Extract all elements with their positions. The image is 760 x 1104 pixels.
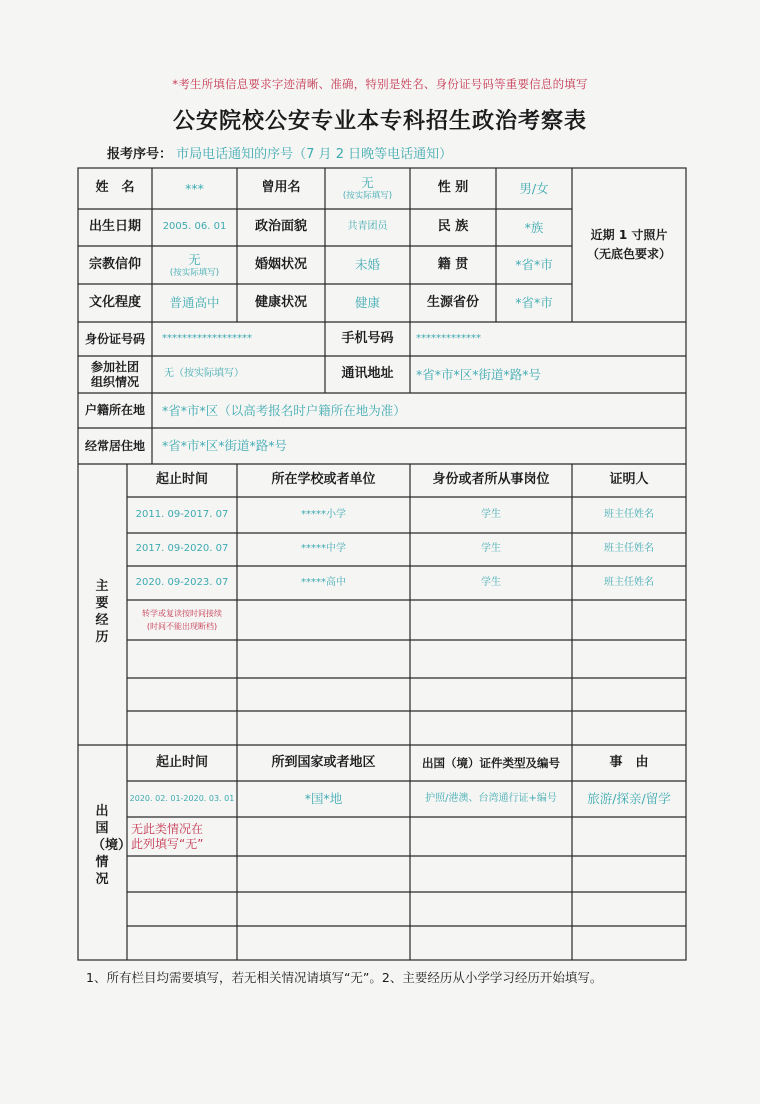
footer-instructions: 1、所有栏目均需要填写，若无相关情况请填写“无”。2、主要经历从小学学习经历开始填写。 <box>86 970 603 985</box>
gender-value[interactable]: 男/女 <box>519 180 549 196</box>
abroad-header-period: 起止时间 <box>155 754 208 770</box>
name-label: 姓 名 <box>95 180 135 196</box>
experience-section-label: 主要经历 <box>95 579 109 645</box>
exp-row-3-school[interactable]: *****高中 <box>301 576 346 588</box>
exp-row-2-role[interactable]: 学生 <box>481 543 501 555</box>
abroad-note-line-1: 无此类情况在 <box>131 821 204 836</box>
religion-label: 宗教信仰 <box>88 256 141 272</box>
exp-row-3-period[interactable]: 2020. 09-2023. 07 <box>135 576 229 588</box>
exp-header-role: 身份或者所从事岗位 <box>432 472 550 488</box>
exp-note-line-1: 转学或复读按时间接续 <box>142 608 222 618</box>
religion-cell[interactable] <box>152 246 237 284</box>
political-label: 政治面貌 <box>254 219 307 235</box>
exp-header-period: 起止时间 <box>155 472 208 488</box>
health-label: 健康状况 <box>254 294 307 310</box>
alias-hint: (按实际填写) <box>342 191 393 201</box>
exp-row-1-role[interactable]: 学生 <box>481 508 501 520</box>
hukou-value[interactable]: *省*市*区（以高考报名时户籍所在地为准） <box>162 402 406 418</box>
abroad-row-reason[interactable]: 旅游/探亲/留学 <box>587 791 671 807</box>
exp-header-witness: 证明人 <box>609 472 649 488</box>
native-value[interactable]: *省*市 <box>515 257 553 273</box>
marriage-value[interactable]: 未婚 <box>354 257 380 273</box>
exp-row-3-role[interactable]: 学生 <box>481 576 501 588</box>
exp-row-1-witness[interactable]: 班主任姓名 <box>604 508 654 520</box>
phone-value[interactable]: ************* <box>416 332 481 344</box>
serial-value: 市局电话通知的序号（7 月 2 日晚等电话通知） <box>176 147 453 162</box>
photo-label: 近期 1 寸照片 <box>590 228 668 242</box>
name-value[interactable]: *** <box>185 180 204 196</box>
alias-cell[interactable] <box>325 168 410 209</box>
exp-header-school: 所在学校或者单位 <box>271 472 376 488</box>
org-value[interactable]: 无（按实际填写） <box>164 368 244 380</box>
photo-box[interactable] <box>572 168 686 322</box>
page-title: 公安院校公安专业本专科招生政治考察表 <box>172 109 587 134</box>
exp-row-1-period[interactable]: 2011. 09-2017. 07 <box>135 508 229 520</box>
religion-hint: (按实际填写) <box>169 267 220 278</box>
political-value[interactable]: 共青团员 <box>347 221 388 233</box>
origin-label: 生源省份 <box>426 294 479 310</box>
abroad-header-reason: 事 由 <box>609 754 649 770</box>
abroad-none-note <box>131 817 235 856</box>
education-value[interactable]: 普通高中 <box>169 295 220 311</box>
abroad-header-region: 所到国家或者地区 <box>271 754 376 770</box>
exp-row-3-witness[interactable]: 班主任姓名 <box>604 576 654 588</box>
photo-requirement: （无底色要求） <box>586 247 671 261</box>
abroad-row-period[interactable]: 2020. 02. 01-2020. 03. 01 <box>129 794 235 803</box>
abroad-header-document: 出国（境）证件类型及编号 <box>422 755 560 770</box>
abroad-row-region[interactable]: *国*地 <box>304 791 343 807</box>
birth-value[interactable]: 2005. 06. 01 <box>162 221 227 233</box>
ethnic-value[interactable]: *族 <box>524 219 544 235</box>
religion-value: 无 <box>188 251 201 267</box>
address-label: 通讯地址 <box>341 366 394 382</box>
gender-label: 性 别 <box>437 180 469 196</box>
alias-value: 无 <box>361 175 374 191</box>
exp-continuity-note <box>127 600 237 640</box>
health-value[interactable]: 健康 <box>354 295 380 311</box>
org-label: 参加社团 组织情况 <box>90 359 139 389</box>
birth-label: 出生日期 <box>88 219 141 235</box>
exp-row-1-school[interactable]: *****小学 <box>301 508 346 520</box>
form-note: *考生所填信息要求字迹清晰、准确，特别是姓名、身份证号码等重要信息的填写 <box>172 77 588 91</box>
id-value[interactable]: ****************** <box>162 332 252 344</box>
serial-label: 报考序号： <box>107 147 173 162</box>
alias-label: 曾用名 <box>261 180 301 196</box>
exp-row-2-witness[interactable]: 班主任姓名 <box>604 543 654 555</box>
exp-note-line-2: (时间不能出现断档) <box>146 621 218 631</box>
education-label: 文化程度 <box>88 294 141 310</box>
residence-value[interactable]: *省*市*区*街道*路*号 <box>162 438 288 454</box>
hukou-label: 户籍所在地 <box>84 403 145 417</box>
id-label: 身份证号码 <box>84 331 145 346</box>
origin-value[interactable]: *省*市 <box>515 295 553 311</box>
address-value[interactable]: *省*市*区*街道*路*号 <box>416 366 542 382</box>
phone-label: 手机号码 <box>341 330 394 346</box>
abroad-section-label: 出国（境）情况 <box>92 804 132 887</box>
marriage-label: 婚姻状况 <box>254 256 307 272</box>
abroad-note-line-2: 此列填写“无” <box>131 836 204 851</box>
ethnic-label: 民 族 <box>437 219 469 235</box>
exp-row-2-period[interactable]: 2017. 09-2020. 07 <box>135 543 229 555</box>
native-label: 籍 贯 <box>437 256 469 272</box>
residence-label: 经常居住地 <box>84 438 145 453</box>
abroad-row-document[interactable]: 护照/港澳、台湾通行证+编号 <box>425 792 557 804</box>
exp-row-2-school[interactable]: *****中学 <box>301 543 346 555</box>
